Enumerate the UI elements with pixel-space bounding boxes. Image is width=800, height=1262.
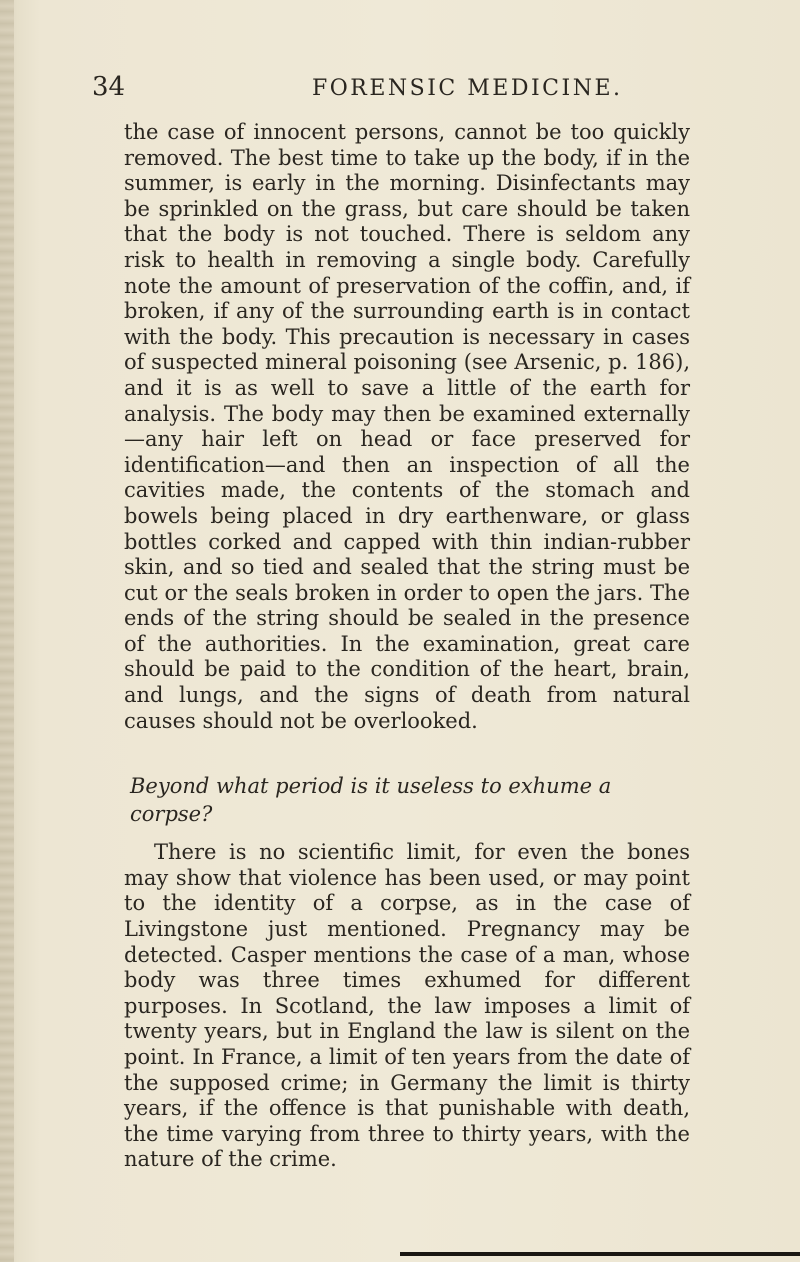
page-number: 34 xyxy=(92,72,126,102)
page-header xyxy=(92,72,792,106)
bottom-edge-rule xyxy=(400,1252,800,1256)
running-head: FORENSIC MEDICINE. xyxy=(312,76,623,101)
paragraph-exhumation-limits: There is no scientific limit, for even the bones may show that violence has been used, or may point to the identity of a corpse, as in the case of Livingstone just mentioned. Pregnancy may be detected. Casper mentions the case of a man, whose body was three times exhumed for different purposes. In Scotland, the law imposes a limit of twenty years, but in England the law is silent on the point. In France, a limit of ten years from the date of the supposed crime; in Germany the limit is thirty years, if the offence is that punishable with death, the time varying from three to thirty years, with the nature of the crime. xyxy=(124,840,690,1172)
paragraph-exhumation-procedure: the case of innocent persons, cannot be too quickly removed. The best time to take up the body, if in the summer, is early in the morning. Disinfectants may be sprinkled on the grass, but care should be taken that the body is not touched. There is seldom any risk to health in removing a single body. Carefully note the amount of preservation of the coffin, and, if broken, if any of the surrounding earth is in contact with the body. This precaution is necessary in cases of suspected mineral poisoning (see Arsenic, p. 186), and it is as well to save a little of the earth for analysis. The body may then be examined externally—any hair left on head or face preserved for identification—and then an inspection of all the cavities made, the contents of the stomach and bowels being placed in dry earthenware, or glass bottles corked and capped with thin indian-rubber skin, and so tied and sealed that the string must be cut or the seals broken in order to open the jars. The ends of the string should be sealed in the presence of the authorities. In the examination, great care should be paid to the condition of the heart, brain, and lungs, and the signs of death from natural causes should not be overlooked. xyxy=(124,120,690,733)
page-binding-edge xyxy=(0,0,14,1262)
section-subheading: Beyond what period is it useless to exhume a corpse? xyxy=(130,774,612,827)
page-body xyxy=(124,120,690,1173)
